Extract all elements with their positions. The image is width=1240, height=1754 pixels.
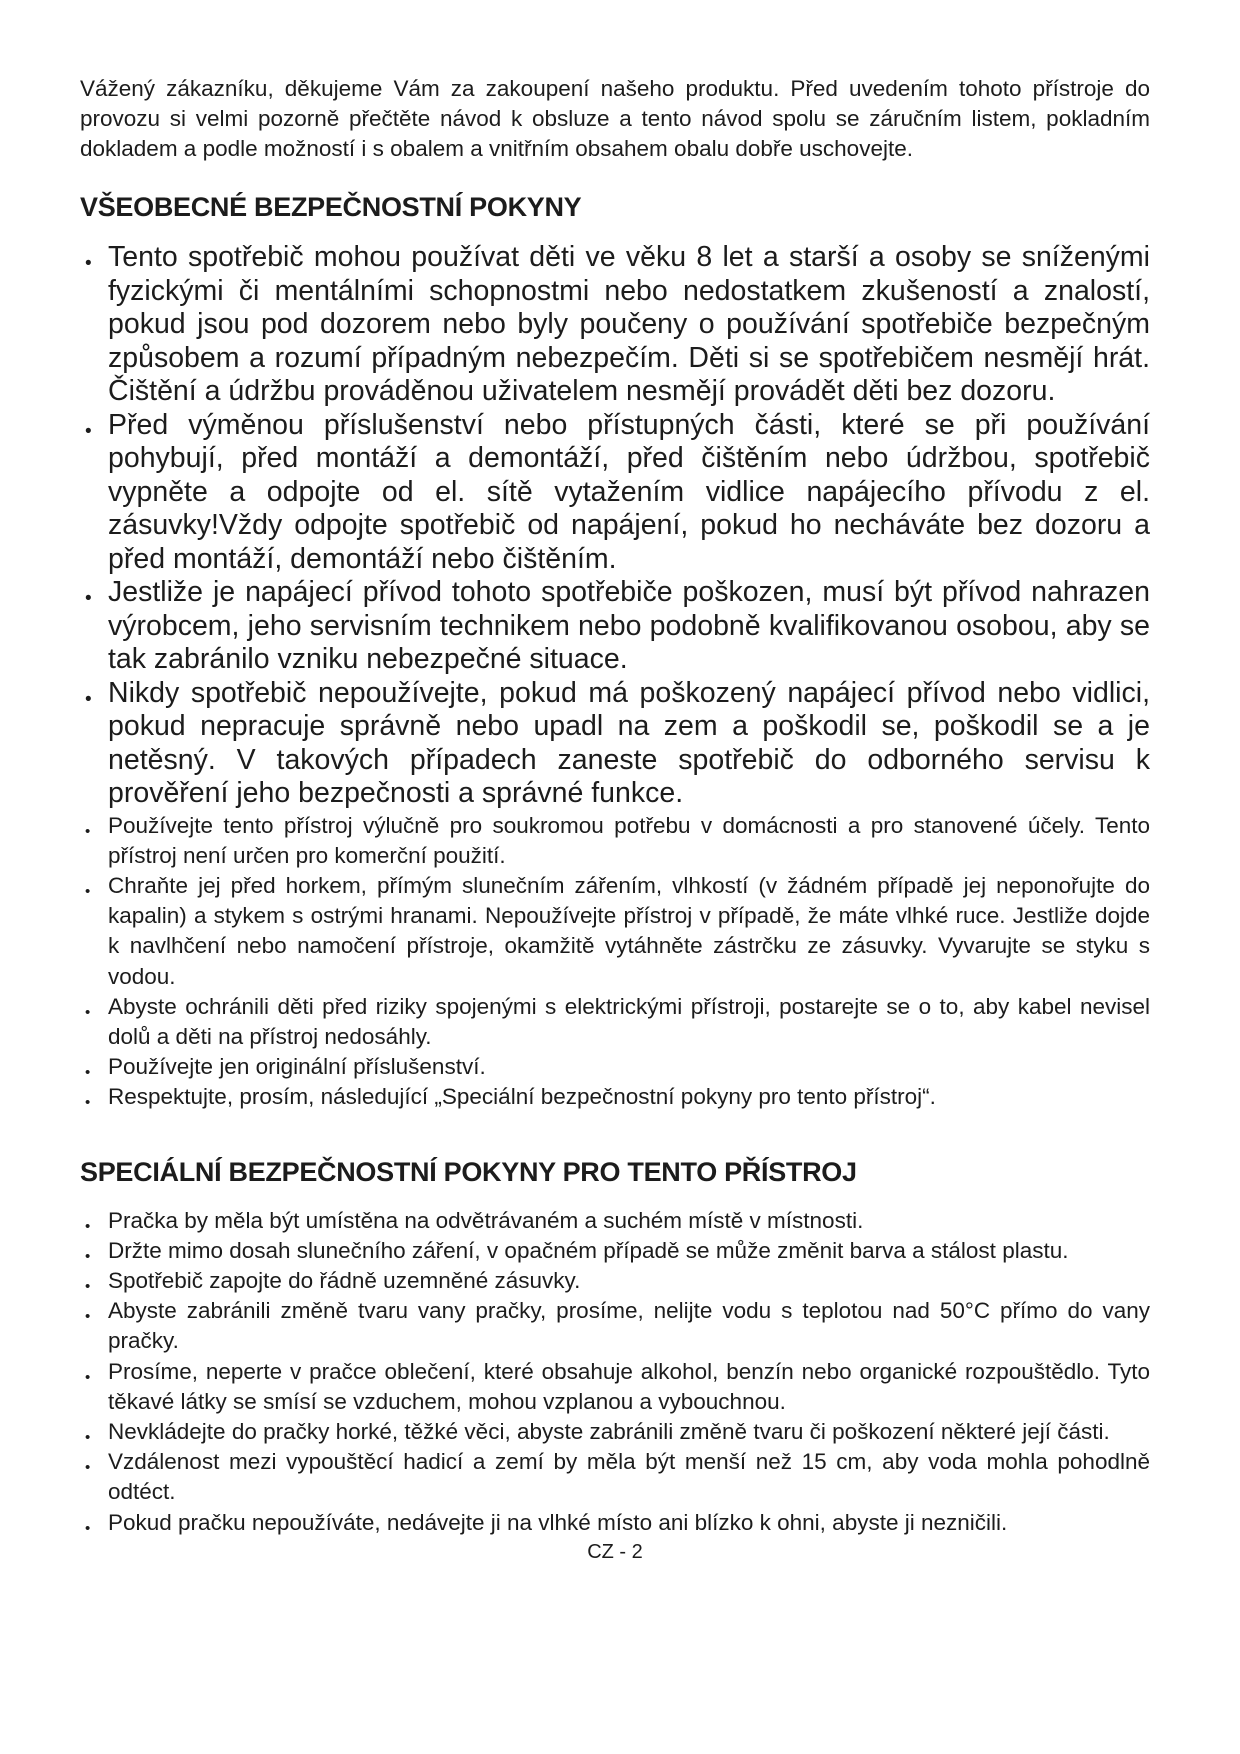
section-heading-special: SPECIÁLNÍ BEZPEČNOSTNÍ POKYNY PRO TENTO PŘÍSTROJ: [80, 1156, 857, 1187]
intro-paragraph: Vážený zákazníku, děkujeme Vám za zakoupení našeho produktu. Před uvedením tohoto přístroje do provozu si velmi pozorně přečtěte návod k obsluze a tento návod spolu se záručním listem, pokladním dokladem a podle možností i s obalem a vnitřním obsahem obalu dobře uschovejte.: [80, 76, 1150, 161]
list-item-text: Abyste zabránili změně tvaru vany pračky, prosíme, nelijte vodu s teplotou nad 50°C přímo do vany pračky.: [108, 1298, 1150, 1354]
list-item-text: Nevkládejte do pračky horké, těžké věci, abyste zabránili změně tvaru či poškození některé její části.: [108, 1418, 1110, 1444]
bullet-icon: •: [85, 822, 91, 840]
bullet-icon: •: [85, 1368, 91, 1386]
list-item: [80, 1447, 1150, 1507]
list-item: [80, 1236, 1150, 1266]
list-item-text: Používejte tento přístroj výlučně pro soukromou potřebu v domácnosti a pro stanovené účely. Tento přístroj není určen pro komerční použití.: [108, 812, 1150, 868]
bullet-icon: •: [85, 1217, 91, 1235]
list-item-text: Používejte jen originální příslušenství.: [108, 1054, 486, 1080]
list-item: [80, 1508, 1150, 1538]
list-item: [80, 1296, 1150, 1356]
bullet-icon: •: [85, 882, 91, 900]
list-item: [80, 1266, 1150, 1296]
list-item-text: Pračka by měla být umístěna na odvětrávaném a suchém místě v místnosti.: [108, 1207, 864, 1233]
bullet-icon: •: [85, 1064, 91, 1082]
bullet-icon: •: [85, 1277, 91, 1295]
list-item: [80, 1206, 1150, 1236]
list-item-text: Držte mimo dosah slunečního záření, v opačném případě se může změnit barva a stálost plastu.: [108, 1237, 1069, 1263]
list-item-text: Vzdálenost mezi vypouštěcí hadicí a zemí by měla být menší než 15 cm, aby voda mohla pohodlně odtéct.: [108, 1449, 1150, 1505]
list-item-text: Abyste ochránili děti před riziky spojenými s elektrickými přístroji, postarejte se o to, aby kabel nevisel dolů a děti na přístroj nedosáhly.: [108, 993, 1150, 1049]
bullet-icon: •: [85, 588, 92, 609]
bullet-list-general: [80, 241, 1150, 1113]
list-item-text: Prosíme, neperte v pračce oblečení, které obsahuje alkohol, benzín nebo organické rozpouštědlo. Tyto těkavé látky se smísí se vzduchem, mohou vzplanou a vybouchnou.: [108, 1358, 1150, 1414]
section-special-safety: [80, 1157, 1150, 1538]
bullet-icon: •: [85, 1459, 91, 1477]
list-item: [80, 1082, 1150, 1112]
list-item: [80, 1417, 1150, 1447]
list-item-text: Jestliže je napájecí přívod tohoto spotřebiče poškozen, musí být přívod nahrazen výrobcem, jeho servisním technikem nebo podobně kvalifikovanou osobou, aby se tak zabránilo vzniku nebezpečné situace.: [108, 576, 1150, 675]
list-item-text: Tento spotřebič mohou používat děti ve věku 8 let a starší a osoby se sníženými fyzickými či mentálními schopnostmi nebo nedostatkem zkušeností a znalostí, pokud jsou pod dozorem nebo byly poučeny o používání spotřebiče bezpečným způsobem a rozumí případným nebezpečím. Děti si se spotřebičem nesmějí hrát. Čištění a údržbu prováděnou uživatelem nesmějí provádět děti bez dozoru.: [108, 241, 1150, 407]
section-heading-general: VŠEOBECNÉ BEZPEČNOSTNÍ POKYNY: [80, 192, 582, 222]
bullet-icon: •: [85, 1428, 91, 1446]
list-item: [80, 871, 1150, 992]
list-item: [80, 409, 1150, 577]
bullet-icon: •: [85, 1519, 91, 1537]
bullet-icon: •: [85, 1094, 91, 1112]
section-general-safety: [80, 192, 1150, 1113]
bullet-icon: •: [85, 1308, 91, 1326]
list-item: [80, 992, 1150, 1052]
list-item: [80, 677, 1150, 811]
page-number: CZ - 2: [587, 1540, 643, 1563]
list-item: [80, 576, 1150, 677]
list-item: [80, 1052, 1150, 1082]
bullet-icon: •: [85, 420, 92, 442]
list-item: [80, 241, 1150, 409]
bullet-list-special: [80, 1206, 1150, 1538]
bullet-icon: •: [85, 1247, 91, 1265]
bullet-icon: •: [85, 253, 92, 274]
list-item: [80, 1357, 1150, 1417]
list-item-text: Nikdy spotřebič nepoužívejte, pokud má poškozený napájecí přívod nebo vidlici, pokud nepracuje správně nebo upadl na zem a poškodil se, poškodil se a je netěsný. V takových případech zaneste spotřebič do odborného servisu k prověření jeho bezpečnosti a správné funkce.: [108, 676, 1150, 809]
list-item-text: Před výměnou příslušenství nebo přístupných části, které se při používání pohybují, před montáží a demontáží, před čištěním nebo údržbou, spotřebič vypněte a odpojte od el. sítě vytažením vidlice napájecího přívodu z el. zásuvky!Vždy odpojte spotřebič od napájení, pokud ho necháváte bez dozoru a před montáží, demontáží nebo čištěním.: [108, 408, 1150, 575]
list-item-text: Pokud pračku nepoužíváte, nedávejte ji na vlhké místo ani blízko k ohni, abyste ji nezničili.: [108, 1509, 1008, 1535]
list-item-text: Chraňte jej před horkem, přímým slunečním zářením, vlhkostí (v žádném případě jej neponořujte do kapalin) a stykem s ostrými hranami. Nepoužívejte přístroj v případě, že máte vlhké ruce. Jestliže dojde k navlhčení nebo namočení přístroje, okamžitě vytáhněte zástrčku ze zásuvky. Vyvarujte se styku s vodou.: [108, 872, 1150, 989]
list-item-text: Respektujte, prosím, následující „Speciální bezpečnostní pokyny pro tento přístroj“.: [108, 1084, 936, 1110]
list-item: [80, 811, 1150, 871]
bullet-icon: •: [85, 1003, 91, 1021]
list-item-text: Spotřebič zapojte do řádně uzemněné zásuvky.: [108, 1267, 581, 1293]
bullet-icon: •: [85, 688, 92, 710]
